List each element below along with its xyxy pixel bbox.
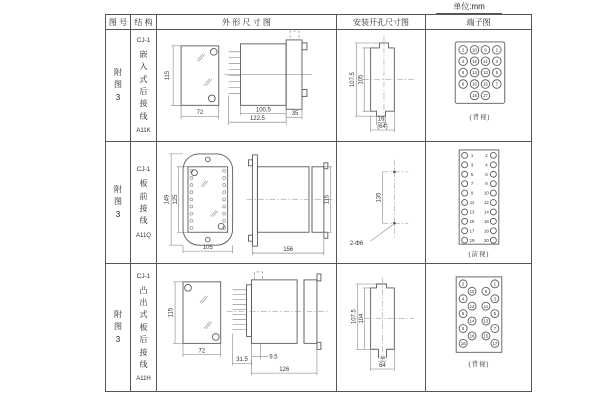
terminal-number: 13: [483, 70, 488, 76]
terminal-number: 6: [461, 70, 465, 76]
terminal-number: 3: [493, 296, 497, 302]
dim-flange-width: 35: [291, 111, 299, 118]
terminal-number: 13: [469, 209, 475, 215]
dim-body-length: 126: [279, 367, 290, 374]
terminal-number: 15: [483, 81, 488, 87]
terminal-number: 16: [469, 333, 475, 339]
terminal-number: 14: [472, 70, 477, 76]
side-view: [247, 155, 334, 255]
terminal-number: 10: [469, 288, 475, 294]
fig-no-row3: 附图3: [114, 309, 122, 344]
series-label: CJ-1: [136, 166, 151, 174]
dim-front-width: 72: [198, 348, 206, 355]
side-view: [227, 272, 328, 375]
terminal-number: 16: [472, 81, 477, 87]
terminal-number: 9: [484, 47, 487, 53]
dim-body-height: 115: [324, 194, 331, 205]
terminal-number: 17: [492, 340, 498, 346]
terminal-number: 12: [484, 200, 489, 206]
side-view: [225, 31, 312, 125]
terminal-number: 12: [469, 303, 475, 309]
terminal-grid: [459, 46, 501, 100]
terminal-number: 5: [470, 171, 474, 177]
outline-drawing-row2: [157, 142, 336, 263]
series-label: CJ-1: [136, 36, 151, 44]
flange-hole: [206, 157, 211, 162]
dim-front-height: 115: [168, 307, 175, 318]
dim-slot-width: 16: [379, 356, 386, 362]
hole-note: 2-Φ6: [349, 241, 364, 248]
dim-outer-height: 107.5: [349, 72, 356, 87]
dim-total-length: 156: [283, 247, 294, 254]
terminal-number: 8: [461, 326, 465, 332]
terminal-number: 10: [472, 47, 477, 53]
outline-drawing-row3: [157, 264, 336, 391]
terminal-number: 2: [485, 152, 488, 158]
dim-body-length: 100.5: [255, 107, 271, 114]
outline-drawing-row1: [157, 30, 336, 141]
terminal-number: 11: [483, 303, 489, 309]
dim-front-width: 72: [196, 110, 204, 117]
terminal-number: 7: [493, 326, 497, 332]
header-fig-no: 图 号: [108, 17, 128, 27]
install-drawing-row3: [337, 264, 425, 391]
terminal-drawing-row2: [426, 142, 531, 263]
structure-name: 嵌入式后接线: [139, 49, 148, 121]
terminal-drawing-row1: [426, 30, 531, 141]
series-label: CJ-1: [136, 272, 151, 280]
mounting-hole: [208, 95, 215, 102]
terminal-number: 9: [484, 288, 488, 294]
dim-offset: 9.5: [269, 354, 278, 361]
terminal-number: 12: [472, 58, 477, 64]
model-code: A11K: [136, 128, 151, 135]
dim-overall-width: 64: [379, 363, 386, 370]
terminal-number: 17: [483, 92, 488, 98]
terminal-number: 7: [470, 181, 474, 187]
terminal-number: 15: [483, 333, 489, 339]
terminal-number: 6: [461, 311, 465, 317]
structure-row1: [136, 37, 150, 134]
terminal-grid: [462, 152, 497, 243]
header-structure: 结 构: [134, 17, 153, 27]
terminal-number: 16: [484, 218, 489, 224]
dim-slot-width: 16: [377, 116, 385, 123]
terminal-number: 8: [485, 181, 488, 187]
terminal-grid: [459, 280, 499, 347]
terminal-number: 3: [470, 162, 474, 168]
screw-hole: [191, 170, 197, 176]
terminal-number: 15: [469, 218, 475, 224]
terminal-number: 4: [485, 162, 488, 168]
terminal-drawing-row3: [426, 264, 531, 391]
view-label: (背视): [468, 361, 490, 369]
dim-total-length: 122.5: [249, 116, 265, 123]
header-terminal: 端子图: [466, 17, 491, 27]
mounting-hole: [210, 48, 217, 55]
terminal-number: 20: [484, 237, 489, 243]
terminal-number: 13: [483, 318, 489, 324]
terminal-number: 1: [470, 152, 474, 158]
terminal-number: 2: [461, 281, 465, 287]
terminal-number: 14: [484, 209, 489, 215]
terminal-dots: [190, 169, 226, 229]
terminal-number: 4: [461, 296, 465, 302]
dim-front-height: 149: [164, 194, 171, 205]
terminal-number: 3: [495, 58, 499, 64]
spec-table: [105, 14, 532, 392]
unit-label: 单位:mm: [436, 1, 502, 14]
model-code: A11Q: [136, 232, 151, 239]
panel-cutout: [363, 36, 416, 125]
terminal-number: 1: [493, 281, 497, 287]
structure-name: 凸出式板后接线: [139, 285, 148, 369]
terminal-number: 9: [470, 190, 474, 196]
panel-cutout: [365, 278, 414, 370]
flange-hole: [206, 237, 211, 242]
install-drawing-row1: [337, 30, 425, 141]
dim-outer-height: 107.5: [351, 309, 358, 325]
dim-hole-spacing: 135: [376, 192, 383, 203]
dim-inner-height: 125: [173, 194, 180, 205]
model-code: A11H: [136, 376, 151, 383]
terminal-number: 14: [469, 318, 475, 324]
fig-no-row2: 附图3: [114, 184, 122, 219]
terminal-number: 11: [469, 200, 475, 206]
terminal-number: 1: [495, 47, 499, 53]
dim-pin-length: 31.5: [236, 357, 248, 364]
terminal-number: 5: [493, 311, 497, 317]
fig-no-row1: 附图3: [114, 67, 122, 102]
terminal-number: 2: [461, 47, 465, 53]
dim-front-width: 105: [202, 245, 213, 252]
terminal-number: 6: [485, 171, 488, 177]
terminal-number: 11: [483, 58, 488, 64]
view-label: (背视): [469, 114, 491, 122]
dim-inner-height: 105: [358, 74, 365, 85]
terminal-number: 18: [460, 340, 466, 346]
terminal-number: 5: [495, 70, 499, 76]
terminal-number: 10: [484, 190, 489, 196]
terminal-number: 18: [484, 228, 489, 234]
view-label: (前视): [468, 251, 490, 259]
dim-overall-width: (64): [377, 124, 388, 131]
terminal-number: 8: [461, 81, 465, 87]
terminal-number: 7: [495, 81, 499, 87]
drill-hole: [393, 170, 396, 173]
screw-hole: [218, 223, 224, 229]
terminal-number: 19: [469, 237, 475, 243]
front-view: [169, 282, 221, 357]
structure-row3: [136, 273, 151, 383]
header-install: 安装开孔尺寸图: [353, 17, 409, 27]
front-view: [165, 154, 233, 253]
mounting-hole: [212, 334, 219, 341]
mounting-hole: [185, 284, 192, 291]
drill-hole: [393, 222, 396, 225]
dim-front-height: 115: [165, 70, 172, 81]
front-view: [165, 46, 219, 119]
terminal-number: 17: [469, 228, 475, 234]
terminal-number: 4: [461, 58, 465, 64]
dim-inner-height: 104: [359, 313, 366, 324]
structure-name: 板前接线: [139, 179, 148, 226]
header-outline: 外 形 尺 寸 图: [222, 17, 271, 27]
structure-row2: [136, 166, 151, 239]
install-drawing-row2: [337, 142, 425, 263]
terminal-number: 18: [472, 92, 477, 98]
